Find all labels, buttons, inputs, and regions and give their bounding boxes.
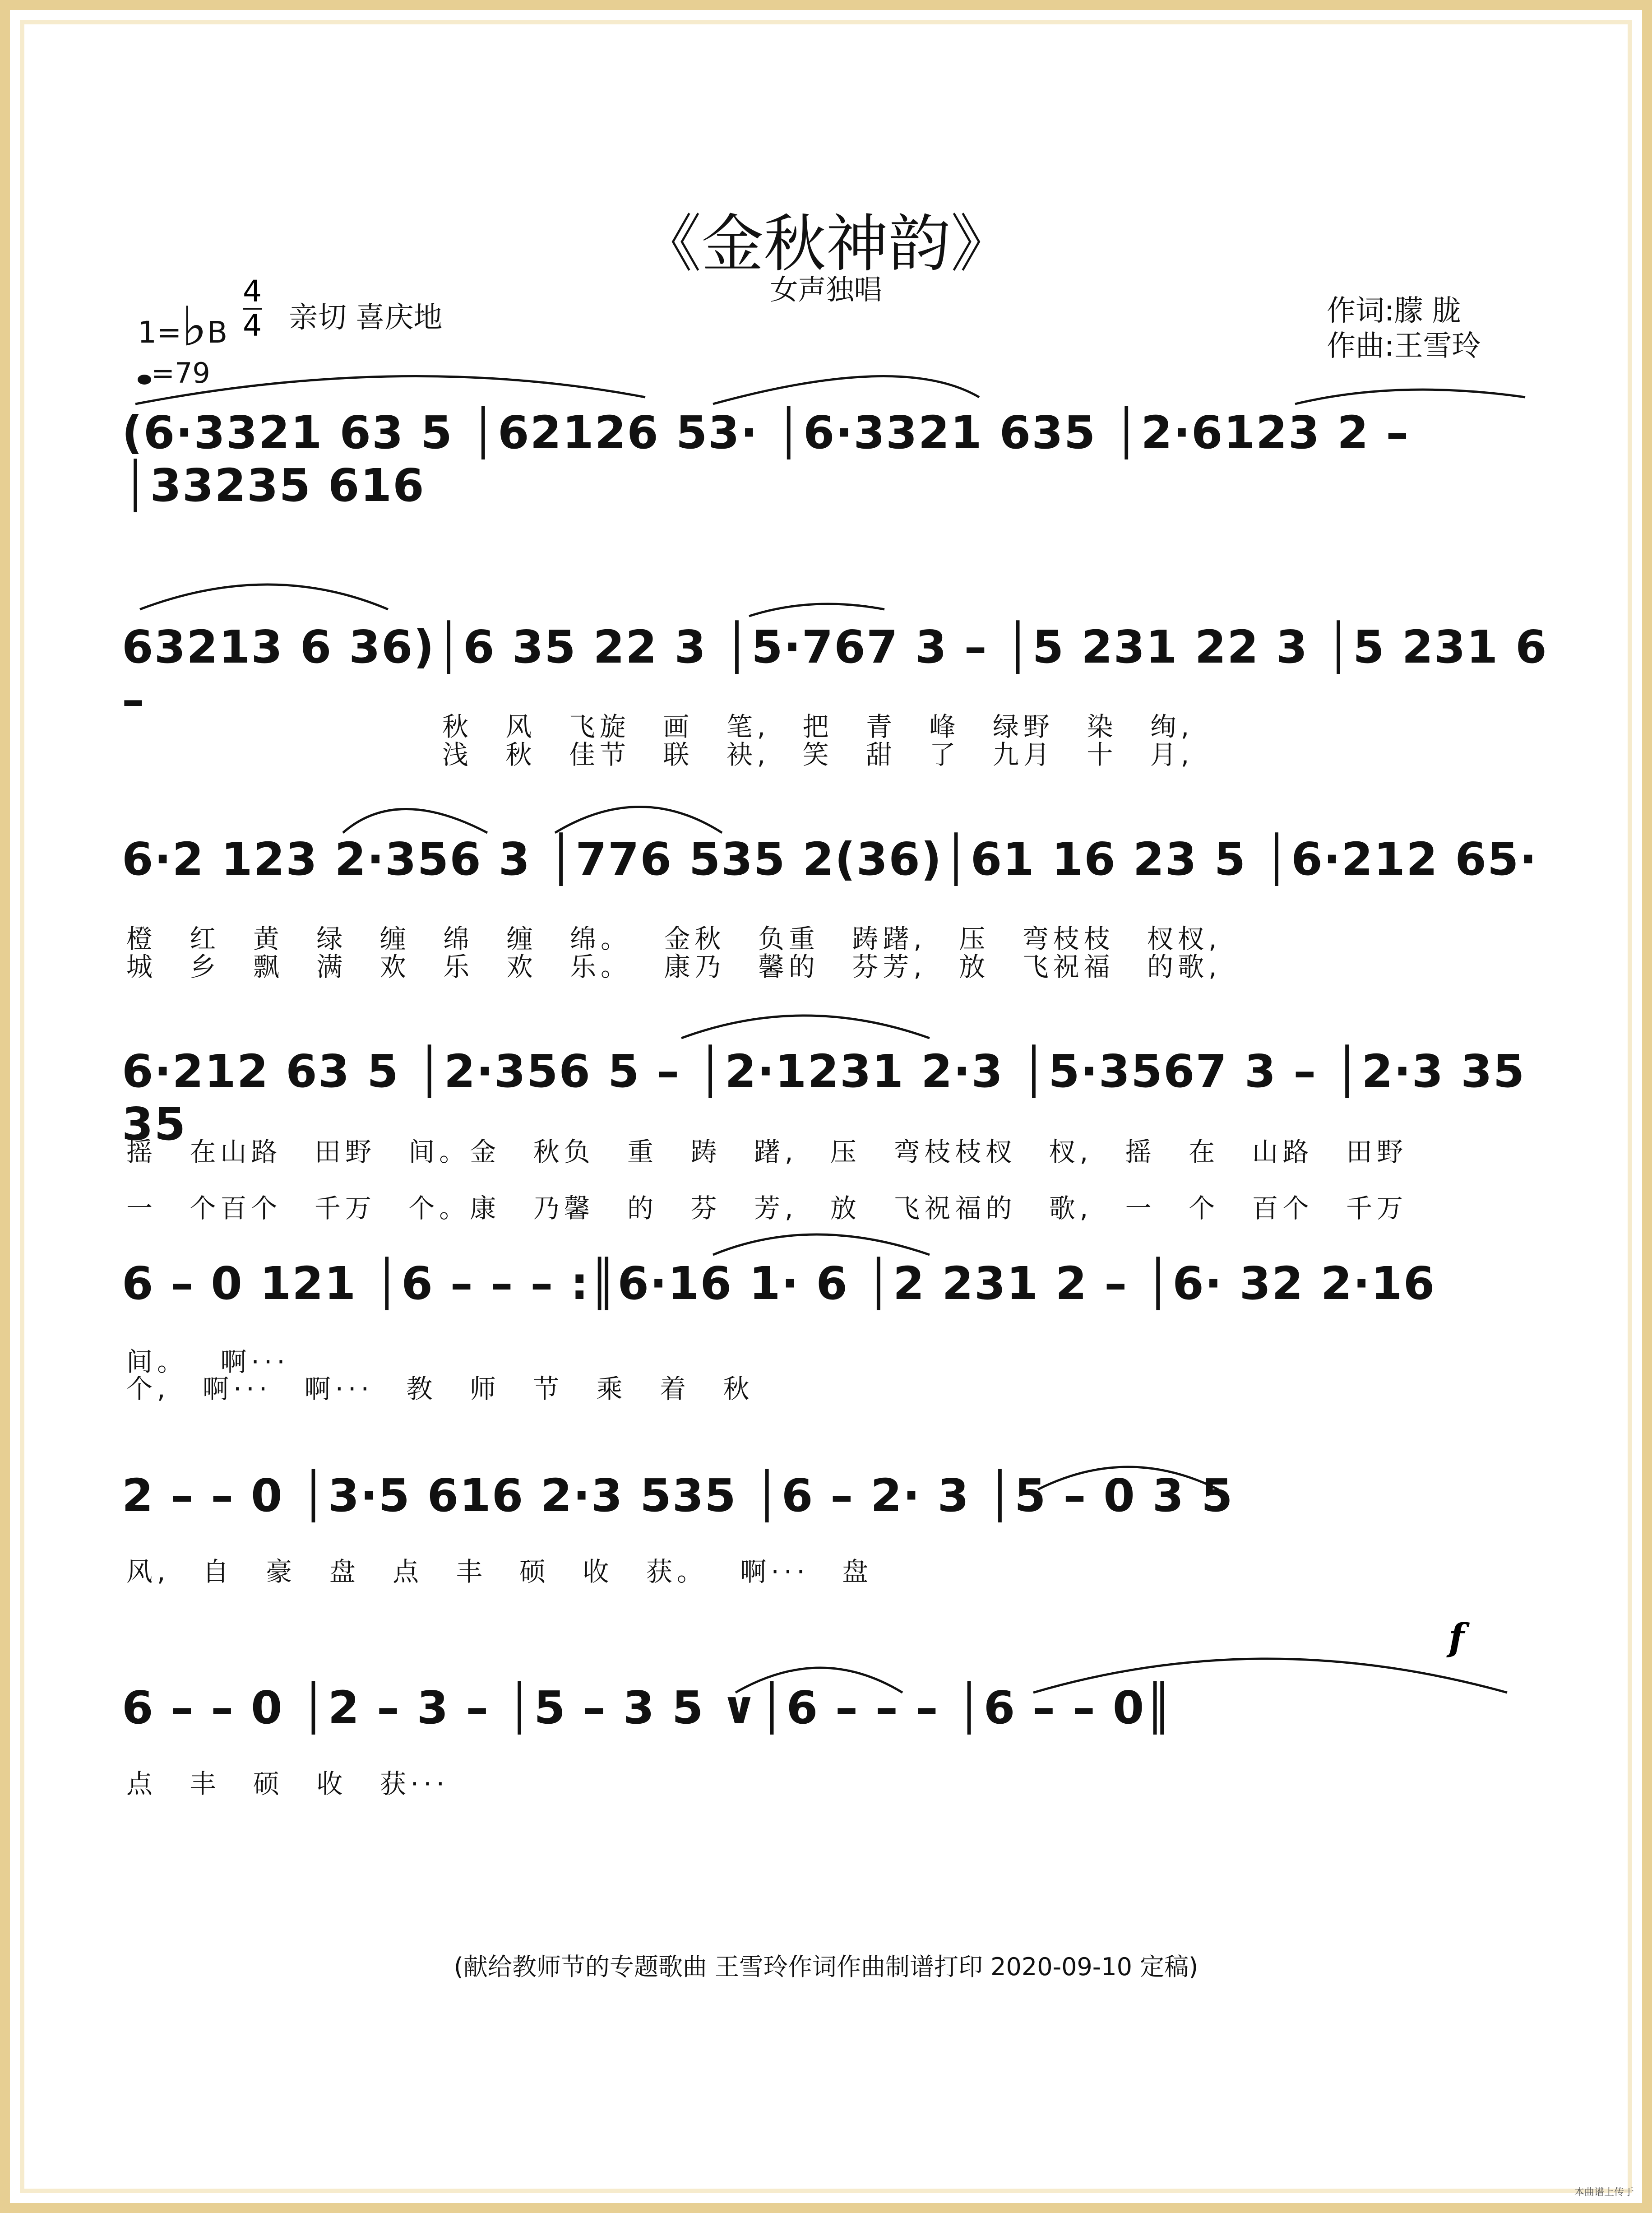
lyrics-line-2-verse-1: 秋 风 飞旋 画 笔, 把 青 峰 绿野 染 绚,	[442, 711, 1194, 742]
tempo-value: =79	[151, 357, 210, 390]
expression-mark: 亲切 喜庆地	[289, 301, 443, 334]
notes-line-1: (6·3321 63 5 │62126 53· │6·3321 635 │2·6123 2 – │33235 616	[122, 406, 1410, 512]
notes-line-7: 6 – – 0 │2 – 3 – │5 – 3 5 ∨│6 – – – │6 – – 0║	[122, 1681, 1173, 1734]
lyricist: 作词:朦 胧	[1327, 294, 1461, 328]
notes-line-5: 6 – 0 121 │6 – – – :║6·16 1· 6 │2 231 2 – │6· 32 2·16	[122, 1257, 1436, 1310]
time-top: 4	[243, 274, 262, 309]
lyrics-line-5-verse-2: 个, 啊··· 啊··· 教 师 节 乘 着 秋	[126, 1373, 754, 1404]
lyrics-line-3-verse-2: 城 乡 飘 满 欢 乐 欢 乐。 康乃 馨的 芬芳, 放 飞祝福 的歌,	[126, 951, 1222, 982]
footer-note: (献给教师节的专题歌曲 王雪玲作词作曲制谱打印 2020-09-10 定稿)	[453, 1953, 1199, 1981]
song-subtitle: 女声独唱	[770, 273, 882, 306]
composer: 作曲:王雪玲	[1327, 329, 1481, 363]
lyrics-line-2-verse-2: 浅 秋 佳节 联 袂, 笑 甜 了 九月 十 月,	[442, 739, 1194, 770]
lyrics-line-4-verse-2: 一 个百个 千万 个。康 乃馨 的 芬 芳, 放 飞祝福的 歌, 一 个 百个 千万	[126, 1193, 1407, 1224]
lyrics-line-6-verse-1: 风, 自 豪 盘 点 丰 硕 收 获。 啊··· 盘	[126, 1556, 873, 1587]
lyrics-line-7-verse-1: 点 丰 硕 收 获···	[126, 1768, 449, 1799]
notes-line-6: 2 – – 0 │3·5 616 2·3 535 │6 – 2· 3 │5 – 0 3 5	[122, 1469, 1234, 1522]
key-prefix: 1=	[138, 315, 182, 350]
lyrics-line-3-verse-1: 橙 红 黄 绿 缠 绵 缠 绵。 金秋 负重 踌躇, 压 弯枝枝 杈杈,	[126, 923, 1222, 954]
notes-line-3: 6·2 123 2·356 3 │776 535 2(36)│61 16 23 5 │6·212 65·	[122, 833, 1538, 886]
song-title: 《金秋神韵》	[639, 208, 1013, 280]
lyrics-line-4-verse-1: 摇 在山路 田野 间。金 秋负 重 踌 躇, 压 弯枝枝杈 杈, 摇 在 山路 田野	[126, 1137, 1407, 1167]
key-letter: B	[207, 315, 228, 350]
lyrics-line-5-verse-1: 间。 啊···	[126, 1346, 290, 1377]
corner-watermark: 本曲谱上传于	[1574, 2187, 1634, 2198]
notes-line-2: 63213 6 36)│6 35 22 3 │5·767 3 – │5 231 22 3 │5 231 6 –	[122, 621, 1548, 726]
dynamic-forte: f	[1448, 1616, 1465, 1659]
time-bottom: 4	[243, 308, 262, 343]
flat-icon: ♭	[181, 296, 207, 358]
notes-line-4: 6·212 63 5 │2·356 5 – │2·1231 2·3 │5·3567 3 – │2·3 35 35	[122, 1045, 1526, 1151]
